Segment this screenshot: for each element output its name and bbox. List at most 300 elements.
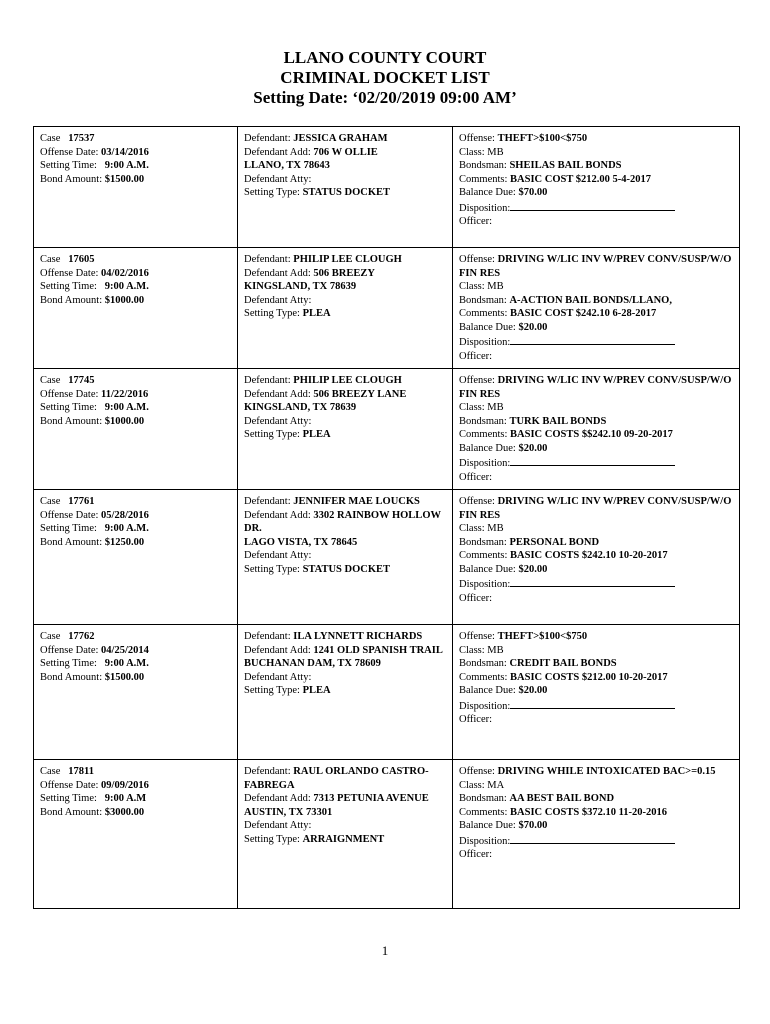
defendant-line bbox=[244, 132, 447, 146]
defendant-add-label: Defendant Add: bbox=[244, 388, 311, 400]
defendant-city-line bbox=[244, 159, 447, 173]
balance-due: $20.00 bbox=[518, 321, 548, 333]
offense-line bbox=[459, 765, 734, 779]
offense-label: Offense: bbox=[459, 766, 495, 777]
bond-amount-line bbox=[40, 415, 232, 429]
balance-due-label: Balance Due: bbox=[459, 187, 516, 198]
defendant-city-line bbox=[244, 657, 447, 671]
defendant-line bbox=[244, 253, 447, 267]
comments: BASIC COSTS $242.10 10-20-2017 bbox=[510, 550, 668, 561]
disposition-blank bbox=[510, 200, 675, 211]
comments: BASIC COST $242.10 6-28-2017 bbox=[510, 308, 657, 319]
offense-date-line bbox=[40, 267, 232, 281]
setting-type-line bbox=[244, 684, 447, 698]
offense-date-line bbox=[40, 146, 232, 160]
class-label: Class: bbox=[459, 779, 485, 791]
defendant-name: ILA LYNNETT RICHARDS bbox=[293, 631, 423, 642]
offense-date-line bbox=[40, 779, 232, 793]
defendant-label: Defendant: bbox=[244, 254, 291, 265]
defendant-city: KINGSLAND, TX 78639 bbox=[244, 281, 357, 292]
disposition-label: Disposition: bbox=[459, 458, 511, 469]
balance-due: $20.00 bbox=[518, 563, 548, 575]
offense-date: 03/14/2016 bbox=[101, 146, 149, 158]
defendant-cell bbox=[238, 369, 453, 490]
disposition-line bbox=[459, 833, 734, 849]
offense: DRIVING W/LIC INV W/PREV CONV/SUSP/W/O FIN RES bbox=[459, 375, 732, 400]
case-label: Case bbox=[40, 766, 61, 777]
comments-line bbox=[459, 549, 734, 563]
offense: DRIVING W/LIC INV W/PREV CONV/SUSP/W/O FIN RES bbox=[459, 254, 732, 279]
defendant-add-label: Defendant Add: bbox=[244, 509, 311, 521]
balance-due: $70.00 bbox=[518, 820, 548, 831]
setting-type: PLEA bbox=[302, 685, 331, 696]
officer-label: Officer: bbox=[459, 714, 493, 725]
comments: BASIC COSTS $372.10 11-20-2016 bbox=[510, 806, 667, 818]
officer-label: Officer: bbox=[459, 471, 493, 483]
bond-amount: $1500.00 bbox=[104, 173, 145, 185]
defendant-atty-line bbox=[244, 294, 447, 308]
disposition-line bbox=[459, 576, 734, 592]
disposition-blank bbox=[510, 833, 675, 844]
balance-due-line bbox=[459, 684, 734, 698]
defendant-address: 1241 OLD SPANISH TRAIL bbox=[313, 644, 443, 656]
comments-label: Comments: bbox=[459, 173, 508, 185]
setting-time-line bbox=[40, 792, 232, 806]
balance-due-label: Balance Due: bbox=[459, 442, 516, 454]
defendant-cell bbox=[238, 127, 453, 248]
setting-time-line bbox=[40, 522, 232, 536]
defendant-line bbox=[244, 630, 447, 644]
case-label: Case bbox=[40, 496, 61, 507]
disposition-label: Disposition: bbox=[459, 337, 511, 348]
docket-row bbox=[34, 625, 740, 760]
offense-cell bbox=[453, 490, 740, 625]
officer-line bbox=[459, 713, 734, 727]
offense-class: MB bbox=[487, 281, 504, 292]
offense-cell bbox=[453, 248, 740, 369]
offense-cell bbox=[453, 760, 740, 909]
comments-line bbox=[459, 806, 734, 820]
offense-date-label: Offense Date: bbox=[40, 388, 99, 400]
setting-time-label: Setting Time: bbox=[40, 793, 97, 804]
bond-amount-line bbox=[40, 294, 232, 308]
setting-type: STATUS DOCKET bbox=[302, 187, 391, 198]
setting-type-line bbox=[244, 307, 447, 321]
setting-type-label: Setting Type: bbox=[244, 833, 300, 845]
bondsman-label: Bondsman: bbox=[459, 415, 507, 427]
offense-class: MB bbox=[487, 644, 504, 656]
defendant-add-label: Defendant Add: bbox=[244, 146, 311, 158]
officer-label: Officer: bbox=[459, 592, 493, 604]
offense-label: Offense: bbox=[459, 133, 495, 144]
case-label: Case bbox=[40, 133, 61, 144]
defendant-address-line bbox=[244, 267, 447, 281]
bondsman-line bbox=[459, 792, 734, 806]
class-line bbox=[459, 522, 734, 536]
defendant-address-line bbox=[244, 388, 447, 402]
defendant-city: LAGO VISTA, TX 78645 bbox=[244, 536, 358, 548]
defendant-city: LLANO, TX 78643 bbox=[244, 160, 330, 171]
defendant-atty-label: Defendant Atty: bbox=[244, 550, 312, 561]
officer-line bbox=[459, 471, 734, 485]
offense-label: Offense: bbox=[459, 631, 495, 642]
bondsman: A-ACTION BAIL BONDS/LLANO, bbox=[509, 294, 672, 306]
balance-due-line bbox=[459, 442, 734, 456]
offense-date: 05/28/2016 bbox=[101, 509, 149, 521]
defendant-label: Defendant: bbox=[244, 631, 291, 642]
defendant-atty-label: Defendant Atty: bbox=[244, 415, 312, 427]
defendant-address: 3302 RAINBOW HOLLOW DR. bbox=[244, 509, 441, 534]
case-number: 17762 bbox=[68, 631, 95, 642]
disposition-label: Disposition: bbox=[459, 835, 511, 847]
docket-title: CRIMINAL DOCKET LIST bbox=[280, 68, 490, 87]
class-line bbox=[459, 644, 734, 658]
officer-line bbox=[459, 350, 734, 364]
offense-date: 04/25/2014 bbox=[101, 644, 149, 656]
bond-amount-label: Bond Amount: bbox=[40, 415, 103, 427]
bond-amount-line bbox=[40, 173, 232, 187]
comments-label: Comments: bbox=[459, 429, 508, 440]
bond-amount-label: Bond Amount: bbox=[40, 806, 103, 818]
defendant-atty-line bbox=[244, 415, 447, 429]
bond-amount-label: Bond Amount: bbox=[40, 173, 103, 185]
comments-label: Comments: bbox=[459, 671, 508, 683]
case-number-line bbox=[40, 765, 232, 779]
defendant-name: JENNIFER MAE LOUCKS bbox=[293, 496, 420, 507]
disposition-line bbox=[459, 455, 734, 471]
disposition-blank bbox=[510, 698, 675, 709]
defendant-line bbox=[244, 765, 447, 792]
setting-type-label: Setting Type: bbox=[244, 685, 300, 696]
bondsman-label: Bondsman: bbox=[459, 536, 507, 548]
case-number-line bbox=[40, 132, 232, 146]
bond-amount: $1250.00 bbox=[104, 536, 145, 548]
defendant-address-line bbox=[244, 644, 447, 658]
comments-line bbox=[459, 173, 734, 187]
bond-amount-label: Bond Amount: bbox=[40, 671, 103, 683]
disposition-label: Disposition: bbox=[459, 700, 511, 712]
balance-due: $20.00 bbox=[518, 685, 548, 696]
docket-row bbox=[34, 369, 740, 490]
bond-amount: $1000.00 bbox=[104, 415, 145, 427]
setting-time: 9:00 A.M bbox=[104, 793, 147, 804]
balance-due-line bbox=[459, 819, 734, 833]
case-number-line bbox=[40, 495, 232, 509]
defendant-atty-label: Defendant Atty: bbox=[244, 671, 312, 683]
setting-time-label: Setting Time: bbox=[40, 658, 97, 669]
comments-label: Comments: bbox=[459, 308, 508, 319]
case-number: 17745 bbox=[68, 375, 95, 386]
defendant-atty-line bbox=[244, 549, 447, 563]
setting-time: 9:00 A.M. bbox=[104, 160, 149, 171]
balance-due-line bbox=[459, 186, 734, 200]
setting-date: Setting Date: ‘02/20/2019 09:00 AM’ bbox=[253, 88, 517, 107]
balance-due-label: Balance Due: bbox=[459, 321, 516, 333]
bond-amount-line bbox=[40, 806, 232, 820]
setting-type-line bbox=[244, 563, 447, 577]
offense-class: MB bbox=[487, 402, 504, 413]
bondsman-line bbox=[459, 159, 734, 173]
defendant-atty-line bbox=[244, 819, 447, 833]
offense-date-label: Offense Date: bbox=[40, 509, 99, 521]
setting-time-label: Setting Time: bbox=[40, 523, 97, 534]
defendant-add-label: Defendant Add: bbox=[244, 793, 311, 804]
disposition-line bbox=[459, 200, 734, 216]
class-label: Class: bbox=[459, 523, 485, 534]
setting-time-line bbox=[40, 657, 232, 671]
bondsman: PERSONAL BOND bbox=[509, 536, 600, 548]
setting-type-line bbox=[244, 833, 447, 847]
case-number-line bbox=[40, 374, 232, 388]
offense: DRIVING W/LIC INV W/PREV CONV/SUSP/W/O FIN RES bbox=[459, 496, 732, 521]
comments-label: Comments: bbox=[459, 550, 508, 561]
defendant-line bbox=[244, 374, 447, 388]
case-number: 17761 bbox=[68, 496, 95, 507]
setting-type-label: Setting Type: bbox=[244, 429, 300, 440]
disposition-label: Disposition: bbox=[459, 579, 511, 590]
offense-date-line bbox=[40, 644, 232, 658]
defendant-atty-label: Defendant Atty: bbox=[244, 294, 312, 306]
defendant-name: RAUL ORLANDO CASTRO-FABREGA bbox=[244, 766, 429, 791]
bond-amount-line bbox=[40, 536, 232, 550]
offense-cell bbox=[453, 369, 740, 490]
offense-line bbox=[459, 630, 734, 644]
case-info-cell bbox=[34, 369, 238, 490]
setting-type-label: Setting Type: bbox=[244, 308, 300, 319]
defendant-city-line bbox=[244, 536, 447, 550]
bondsman: AA BEST BAIL BOND bbox=[509, 793, 615, 804]
defendant-city-line bbox=[244, 401, 447, 415]
offense-class: MB bbox=[487, 523, 504, 534]
setting-time: 9:00 A.M. bbox=[104, 658, 149, 669]
docket-row bbox=[34, 490, 740, 625]
case-info-cell bbox=[34, 625, 238, 760]
class-label: Class: bbox=[459, 146, 485, 158]
class-line bbox=[459, 146, 734, 160]
defendant-city: BUCHANAN DAM, TX 78609 bbox=[244, 658, 381, 669]
docket-row bbox=[34, 248, 740, 369]
case-number: 17537 bbox=[68, 133, 95, 144]
comments: BASIC COSTS $212.00 10-20-2017 bbox=[510, 671, 668, 683]
disposition-line bbox=[459, 698, 734, 714]
defendant-address: 7313 PETUNIA AVENUE bbox=[313, 793, 429, 804]
offense-date-line bbox=[40, 388, 232, 402]
case-info-cell bbox=[34, 760, 238, 909]
bondsman: TURK BAIL BONDS bbox=[509, 415, 607, 427]
comments-label: Comments: bbox=[459, 806, 508, 818]
class-line bbox=[459, 779, 734, 793]
docket-row bbox=[34, 760, 740, 909]
defendant-city: KINGSLAND, TX 78639 bbox=[244, 402, 357, 413]
offense-date-label: Offense Date: bbox=[40, 779, 99, 791]
defendant-address-line bbox=[244, 792, 447, 806]
defendant-label: Defendant: bbox=[244, 766, 291, 777]
disposition-label: Disposition: bbox=[459, 202, 511, 214]
disposition-blank bbox=[510, 455, 675, 466]
offense-line bbox=[459, 253, 734, 280]
case-info-cell bbox=[34, 248, 238, 369]
setting-type-label: Setting Type: bbox=[244, 187, 300, 198]
defendant-cell bbox=[238, 490, 453, 625]
officer-line bbox=[459, 592, 734, 606]
setting-time-line bbox=[40, 159, 232, 173]
bond-amount-label: Bond Amount: bbox=[40, 294, 103, 306]
case-info-cell bbox=[34, 490, 238, 625]
defendant-address-line bbox=[244, 146, 447, 160]
setting-type: PLEA bbox=[302, 429, 331, 440]
defendant-label: Defendant: bbox=[244, 496, 291, 507]
bondsman-label: Bondsman: bbox=[459, 658, 507, 669]
offense-date: 04/02/2016 bbox=[101, 267, 149, 279]
setting-type: PLEA bbox=[302, 308, 331, 319]
bondsman-label: Bondsman: bbox=[459, 793, 507, 804]
officer-line bbox=[459, 848, 734, 862]
setting-time-label: Setting Time: bbox=[40, 402, 97, 413]
page-number: 1 bbox=[381, 943, 389, 958]
defendant-address: 506 BREEZY LANE bbox=[313, 388, 407, 400]
defendant-name: PHILIP LEE CLOUGH bbox=[293, 375, 402, 386]
offense-label: Offense: bbox=[459, 254, 495, 265]
officer-label: Officer: bbox=[459, 350, 493, 362]
defendant-address-line bbox=[244, 509, 447, 536]
offense-date: 09/09/2016 bbox=[101, 779, 149, 791]
case-label: Case bbox=[40, 631, 61, 642]
comments-line bbox=[459, 671, 734, 685]
offense-line bbox=[459, 495, 734, 522]
offense-date-label: Offense Date: bbox=[40, 644, 99, 656]
docket-table bbox=[33, 126, 740, 909]
bondsman-line bbox=[459, 536, 734, 550]
offense-cell bbox=[453, 127, 740, 248]
bondsman-line bbox=[459, 657, 734, 671]
offense-date-label: Offense Date: bbox=[40, 267, 99, 279]
case-number-line bbox=[40, 630, 232, 644]
setting-time: 9:00 A.M. bbox=[104, 523, 149, 534]
bondsman-label: Bondsman: bbox=[459, 160, 507, 171]
comments: BASIC COST $212.00 5-4-2017 bbox=[510, 173, 652, 185]
offense-line bbox=[459, 374, 734, 401]
offense-label: Offense: bbox=[459, 496, 495, 507]
setting-time: 9:00 A.M. bbox=[104, 281, 149, 292]
defendant-city-line bbox=[244, 806, 447, 820]
offense: THEFT>$100<$750 bbox=[497, 631, 588, 642]
defendant-atty-label: Defendant Atty: bbox=[244, 820, 312, 831]
class-line bbox=[459, 401, 734, 415]
comments-line bbox=[459, 428, 734, 442]
offense-class: MB bbox=[487, 146, 504, 158]
officer-line bbox=[459, 215, 734, 229]
balance-due: $20.00 bbox=[518, 442, 548, 454]
setting-time-line bbox=[40, 401, 232, 415]
defendant-cell bbox=[238, 625, 453, 760]
balance-due-label: Balance Due: bbox=[459, 563, 516, 575]
comments-line bbox=[459, 307, 734, 321]
setting-time-label: Setting Time: bbox=[40, 160, 97, 171]
bondsman: SHEILAS BAIL BONDS bbox=[509, 160, 622, 171]
balance-due-label: Balance Due: bbox=[459, 685, 516, 696]
defendant-atty-label: Defendant Atty: bbox=[244, 173, 312, 185]
defendant-city: AUSTIN, TX 73301 bbox=[244, 806, 333, 818]
defendant-address: 706 W OLLIE bbox=[313, 146, 378, 158]
offense-cell bbox=[453, 625, 740, 760]
officer-label: Officer: bbox=[459, 216, 493, 227]
offense: THEFT>$100<$750 bbox=[497, 133, 588, 144]
setting-time: 9:00 A.M. bbox=[104, 402, 149, 413]
class-label: Class: bbox=[459, 644, 485, 656]
offense-date-line bbox=[40, 509, 232, 523]
case-number: 17811 bbox=[68, 766, 94, 777]
balance-due-line bbox=[459, 563, 734, 577]
defendant-name: PHILIP LEE CLOUGH bbox=[293, 254, 402, 265]
defendant-name: JESSICA GRAHAM bbox=[293, 133, 388, 144]
defendant-cell bbox=[238, 248, 453, 369]
defendant-add-label: Defendant Add: bbox=[244, 644, 311, 656]
offense-date-label: Offense Date: bbox=[40, 146, 99, 158]
case-number-line bbox=[40, 253, 232, 267]
setting-type: STATUS DOCKET bbox=[302, 563, 391, 575]
disposition-blank bbox=[510, 334, 675, 345]
offense-line bbox=[459, 132, 734, 146]
comments: BASIC COSTS $$242.10 09-20-2017 bbox=[510, 429, 673, 440]
offense-class: MA bbox=[487, 779, 505, 791]
case-label: Case bbox=[40, 254, 61, 265]
balance-due-line bbox=[459, 321, 734, 335]
defendant-atty-line bbox=[244, 671, 447, 685]
disposition-line bbox=[459, 334, 734, 350]
bondsman: CREDIT BAIL BONDS bbox=[509, 658, 617, 669]
bond-amount: $1000.00 bbox=[104, 294, 145, 306]
class-label: Class: bbox=[459, 402, 485, 413]
disposition-blank bbox=[510, 576, 675, 587]
docket-row bbox=[34, 127, 740, 248]
offense-date: 11/22/2016 bbox=[101, 388, 149, 400]
class-line bbox=[459, 280, 734, 294]
defendant-address: 506 BREEZY bbox=[313, 267, 375, 279]
bondsman-label: Bondsman: bbox=[459, 294, 507, 306]
defendant-label: Defendant: bbox=[244, 375, 291, 386]
defendant-city-line bbox=[244, 280, 447, 294]
case-label: Case bbox=[40, 375, 61, 386]
setting-type-label: Setting Type: bbox=[244, 563, 300, 575]
defendant-atty-line bbox=[244, 173, 447, 187]
setting-type-line bbox=[244, 186, 447, 200]
setting-type: ARRAIGNMENT bbox=[302, 833, 385, 845]
balance-due-label: Balance Due: bbox=[459, 820, 516, 831]
balance-due: $70.00 bbox=[518, 187, 548, 198]
bond-amount: $3000.00 bbox=[104, 806, 145, 818]
defendant-cell bbox=[238, 760, 453, 909]
bondsman-line bbox=[459, 294, 734, 308]
court-title: LLANO COUNTY COURT bbox=[283, 48, 487, 67]
officer-label: Officer: bbox=[459, 849, 493, 860]
case-info-cell bbox=[34, 127, 238, 248]
offense: DRIVING WHILE INTOXICATED BAC>=0.15 bbox=[497, 766, 716, 777]
defendant-add-label: Defendant Add: bbox=[244, 267, 311, 279]
defendant-line bbox=[244, 495, 447, 509]
setting-time-label: Setting Time: bbox=[40, 281, 97, 292]
class-label: Class: bbox=[459, 281, 485, 292]
bond-amount-line bbox=[40, 671, 232, 685]
offense-label: Offense: bbox=[459, 375, 495, 386]
defendant-label: Defendant: bbox=[244, 133, 291, 144]
bondsman-line bbox=[459, 415, 734, 429]
bond-amount: $1500.00 bbox=[104, 671, 145, 683]
bond-amount-label: Bond Amount: bbox=[40, 536, 103, 548]
case-number: 17605 bbox=[68, 254, 95, 265]
setting-time-line bbox=[40, 280, 232, 294]
setting-type-line bbox=[244, 428, 447, 442]
document-header bbox=[0, 48, 770, 108]
